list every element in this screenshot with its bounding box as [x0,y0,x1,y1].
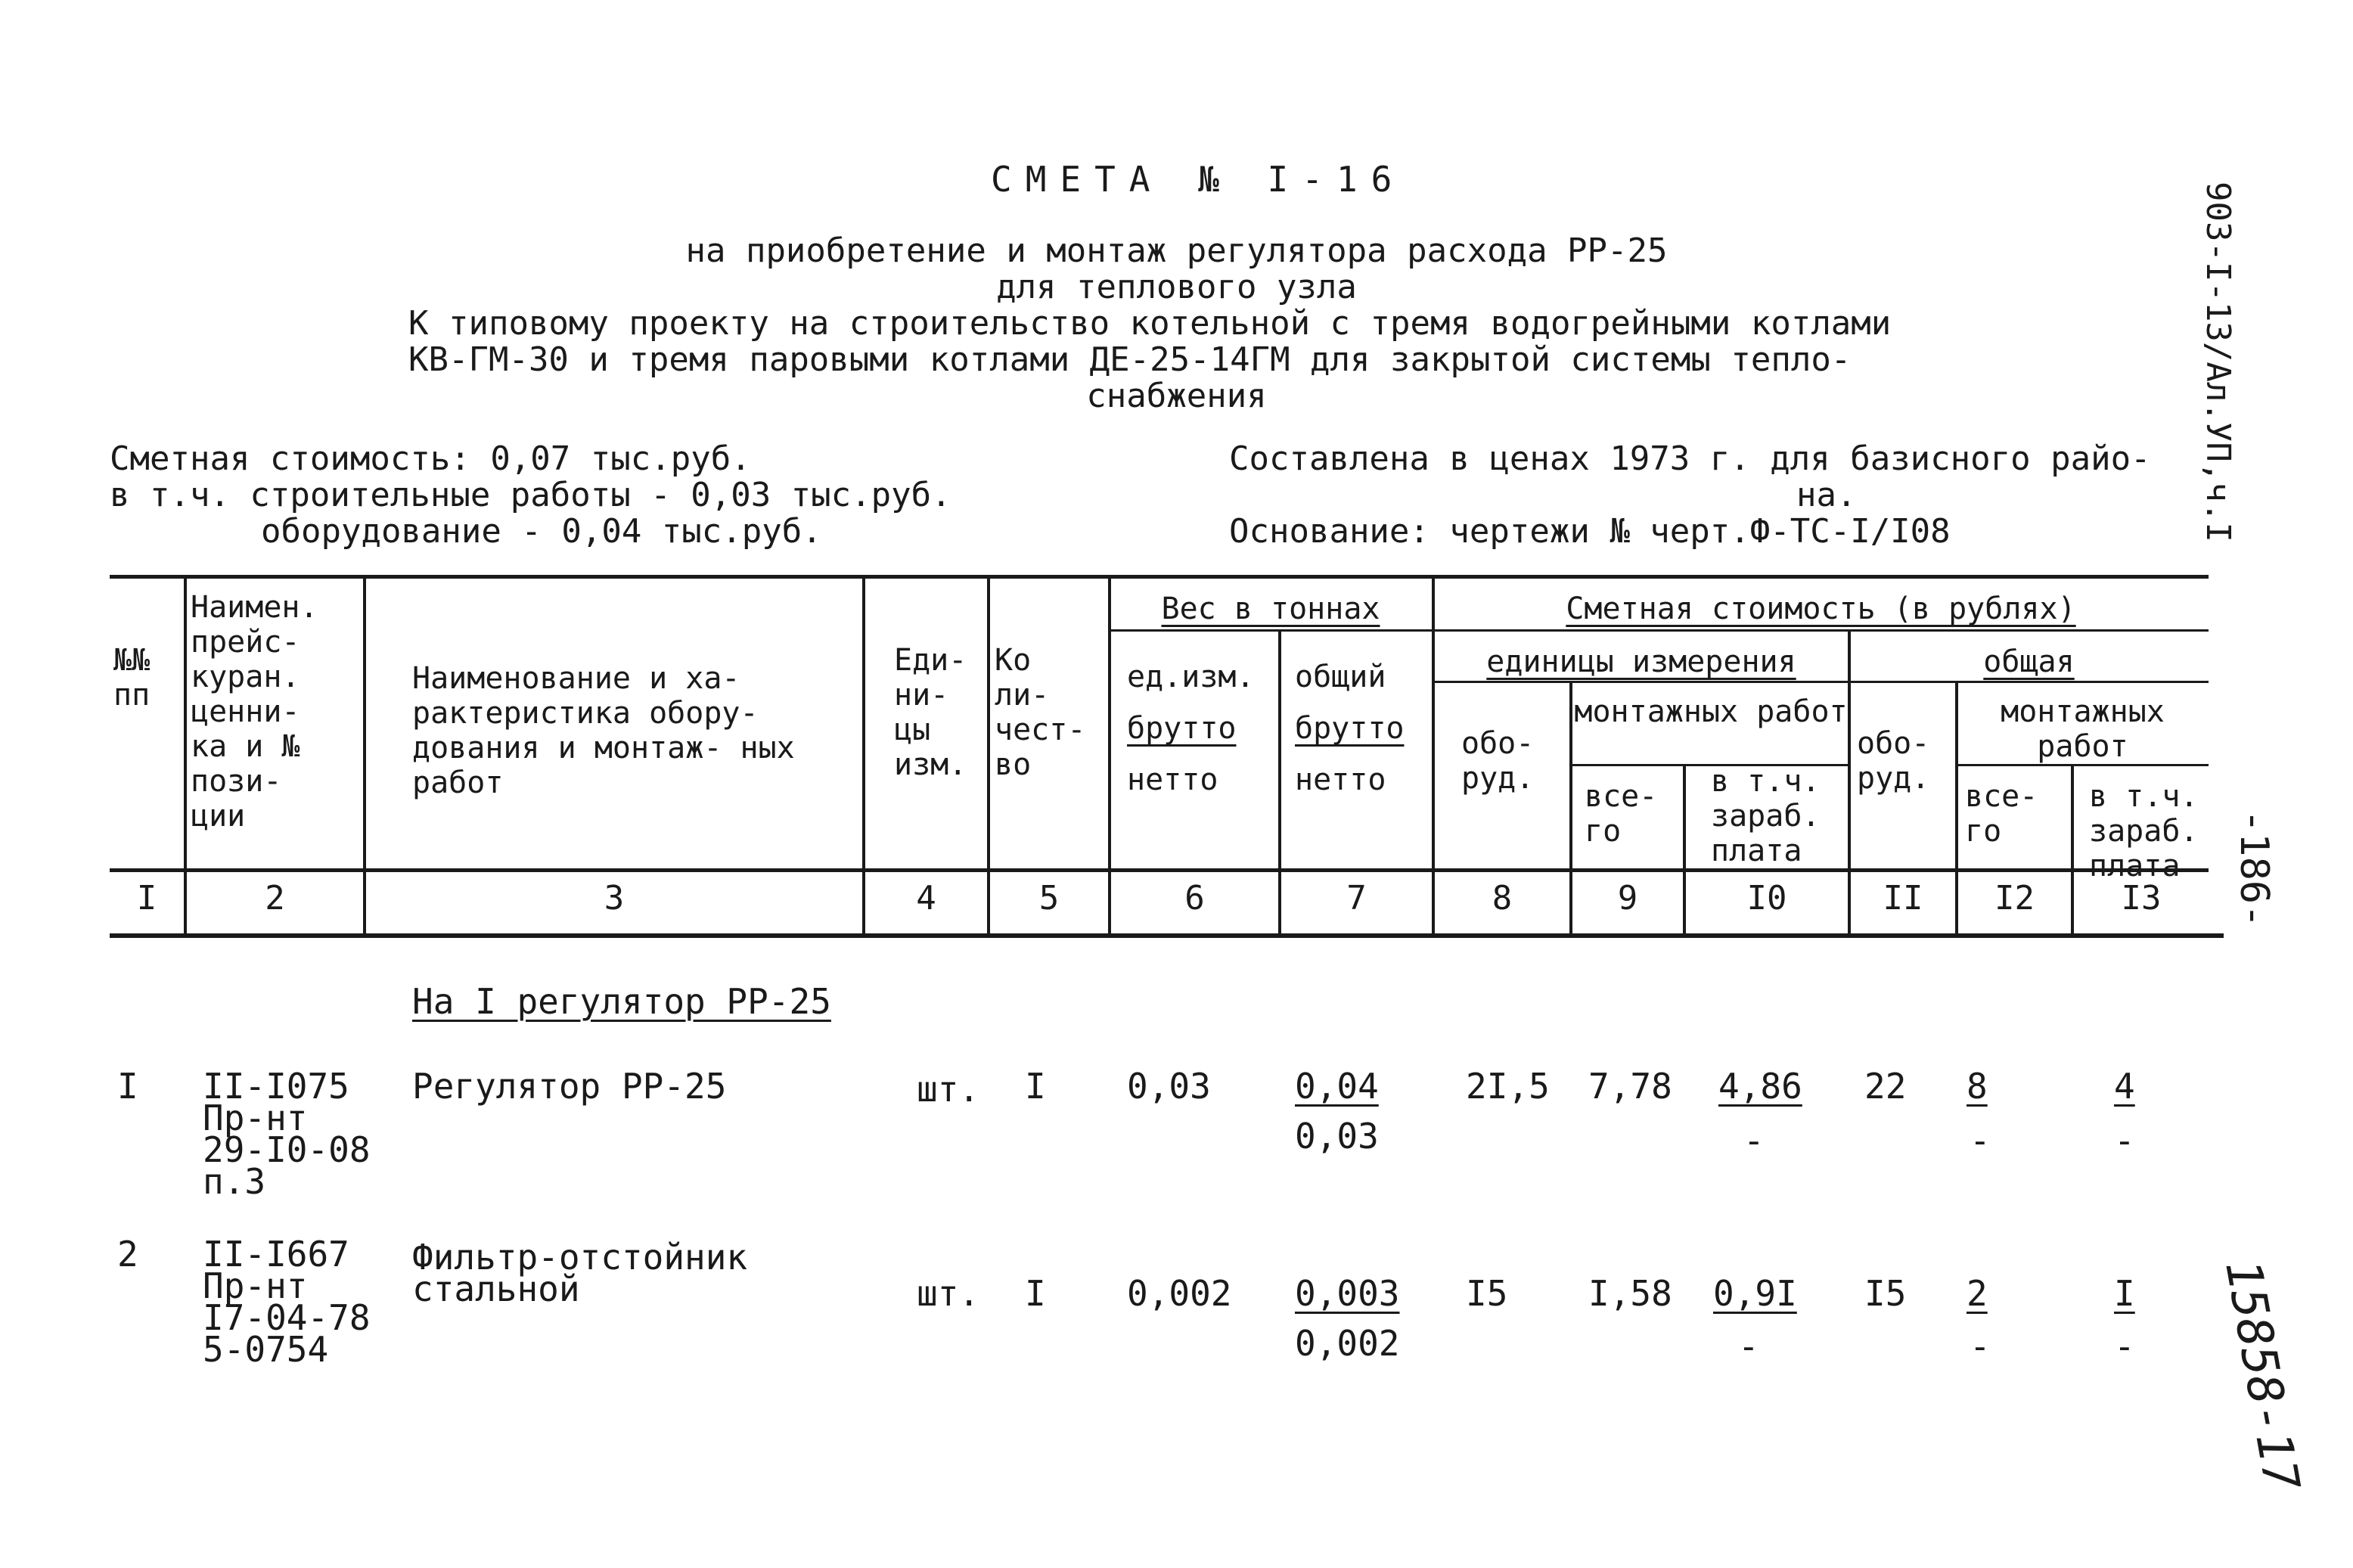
equipment-cost: оборудование - 0,04 тыс.руб. [261,512,822,551]
row2-install-unit-total: I,58 [1588,1273,1672,1314]
row1-wages-total-sub: - [2114,1120,2135,1161]
subtitle-line-4: КВ-ГМ-30 и тремя паровыми котлами ДЕ-25-14ГМ для закрытой системы тепло- [408,340,1852,379]
row1-weight-total-brutto: 0,04 [1295,1066,1379,1107]
header-row-number: №№ пп [113,643,151,713]
row2-code-line2: Пр-нт [203,1265,308,1306]
row2-install-total: 2 [1967,1273,1988,1314]
header-weight-total-netto: нетто [1295,762,1386,797]
header-unit: Еди- ни- цы изм. [894,643,967,782]
album-code: 903-I-13/Ал.УП,ч.I [2199,182,2237,542]
colnum-5: 5 [1038,879,1060,918]
colnum-9: 9 [1617,879,1638,918]
header-price-code: Наимен. прейс- куран. ценни- ка и № пози- ции [191,590,318,834]
row1-quantity: I [1025,1066,1046,1107]
row2-wages-total-sub: - [2114,1326,2135,1367]
subheader-line-cost [1433,629,2209,632]
header-equip-per-unit: обо- руд. [1461,726,1535,796]
header-quantity: Ко ли- чест- во [995,643,1086,782]
row1-code-line3: 29-I0-08 [203,1129,371,1170]
row2-name-line2: стальной [412,1268,580,1309]
colnum-7: 7 [1346,879,1367,918]
colnum-2: 2 [265,879,285,918]
colnum-3: 3 [604,879,625,918]
subheader-line-weight [1108,629,1433,632]
colnum-12: I2 [1994,879,2035,918]
header-install-total-group: монтажных работ [2001,694,2165,764]
row1-name: Регулятор РР-25 [412,1066,727,1107]
row1-install-unit-wages-sub: - [1743,1120,1765,1161]
subtitle-line-2: для теплового узла [996,268,1357,306]
colnum-13: I3 [2121,879,2162,918]
row2-code-line1: II-I667 [203,1234,349,1275]
row2-unit: шт. [917,1273,980,1314]
row2-name-line1: Фильтр-отстойник [412,1237,748,1278]
row2-quantity: I [1025,1273,1046,1314]
row2-code-line3: I7-04-78 [203,1297,371,1338]
document-number: 15858-17 [2214,1256,2310,1495]
construction-cost: в т.ч. строительные работы - 0,03 тыс.руб. [110,476,951,514]
colnum-10: I0 [1746,879,1787,918]
colnum-bottom-border [110,933,2224,938]
section-title: На I регулятор РР-25 [412,981,831,1022]
header-cost-group: Сметная стоимость (в рублях) [1566,591,2076,626]
page-number: -186- [2231,809,2277,928]
header-bottom-border [110,868,2209,872]
header-total-group: общая [1983,644,2075,679]
header-install-per-unit-total: все- го [1585,779,1658,849]
row2-wages-total: I [2114,1273,2135,1314]
header-per-unit-group: единицы измерения [1486,644,1796,679]
subtitle-line-3: К типовому проекту на строительство котельной с тремя водогрейными котлами [408,304,1892,343]
row2-equip-total: I5 [1864,1273,1907,1314]
row2-install-unit-wages-sub: - [1738,1326,1759,1367]
header-weight-group: Вес в тоннах [1161,591,1380,626]
row1-install-unit-wages: 4,86 [1718,1066,1802,1107]
drawing-basis: Основание: чертежи № черт.Ф-ТС-I/I08 [1229,512,1951,551]
row2-weight-unit: 0,002 [1127,1273,1232,1314]
row1-unit: шт. [917,1069,980,1110]
row1-number: I [117,1066,138,1107]
estimated-cost: Сметная стоимость: 0,07 тыс.руб. [110,439,751,478]
colnum-6: 6 [1184,879,1205,918]
row1-code-line2: Пр-нт [203,1098,308,1138]
header-install-total-all: все- го [1965,779,2038,849]
header-wages-total: в т.ч. зараб. плата [2089,779,2199,883]
header-equip-total: обо- руд. [1857,726,1930,796]
row1-code-line4: п.3 [203,1161,266,1202]
row1-weight-total-netto: 0,03 [1295,1116,1379,1157]
colnum-1: I [136,879,157,918]
colnum-8: 8 [1492,879,1513,918]
row2-number: 2 [117,1234,138,1275]
colnum-11: II [1883,879,1923,918]
row2-code-line4: 5-0754 [203,1329,329,1370]
subtitle-line-5: снабжения [1086,377,1267,415]
row1-wages-total: 4 [2114,1066,2135,1107]
colnum-4: 4 [916,879,936,918]
header-item-description: Наименование и ха- рактеристика обору- дования и монтаж- ных работ [412,661,795,800]
price-basis-cont: на. [1796,476,1857,514]
subheader-line-install-total [1955,764,2209,766]
row1-install-unit-total: 7,78 [1588,1066,1672,1107]
row1-install-total-sub: - [1970,1120,1991,1161]
header-weight-total-brutto: брутто [1295,711,1405,746]
row2-equip-unit: I5 [1466,1273,1508,1314]
document-title: СМЕТА № I-16 [991,159,1406,200]
header-install-per-unit: монтажных работ [1574,694,1848,729]
row2-install-unit-wages: 0,9I [1713,1273,1797,1314]
header-weight-per-unit: ед.изм. [1127,660,1255,694]
row2-install-total-sub: - [1970,1326,1991,1367]
header-weight-per-unit-netto: нетто [1127,762,1218,797]
row1-equip-unit: 2I,5 [1466,1066,1550,1107]
header-wages-per-unit: в т.ч. зараб. плата [1711,764,1821,868]
table-top-border [110,575,2209,579]
row1-code-line1: II-I075 [203,1066,349,1107]
subtitle-line-1: на приобретение и монтаж регулятора расхода РР-25 [685,231,1668,270]
subheader-line-units [1433,681,2209,683]
header-weight-per-unit-brutto: брутто [1127,711,1237,746]
row2-weight-total-netto: 0,002 [1295,1323,1400,1364]
price-basis: Составлена в ценах 1973 г. для базисного райо- [1229,439,2151,478]
header-weight-total: общий [1295,660,1386,694]
row2-weight-total-brutto: 0,003 [1295,1273,1400,1314]
row1-weight-unit: 0,03 [1127,1066,1211,1107]
row1-install-total: 8 [1967,1066,1988,1107]
row1-equip-total: 22 [1864,1066,1907,1107]
